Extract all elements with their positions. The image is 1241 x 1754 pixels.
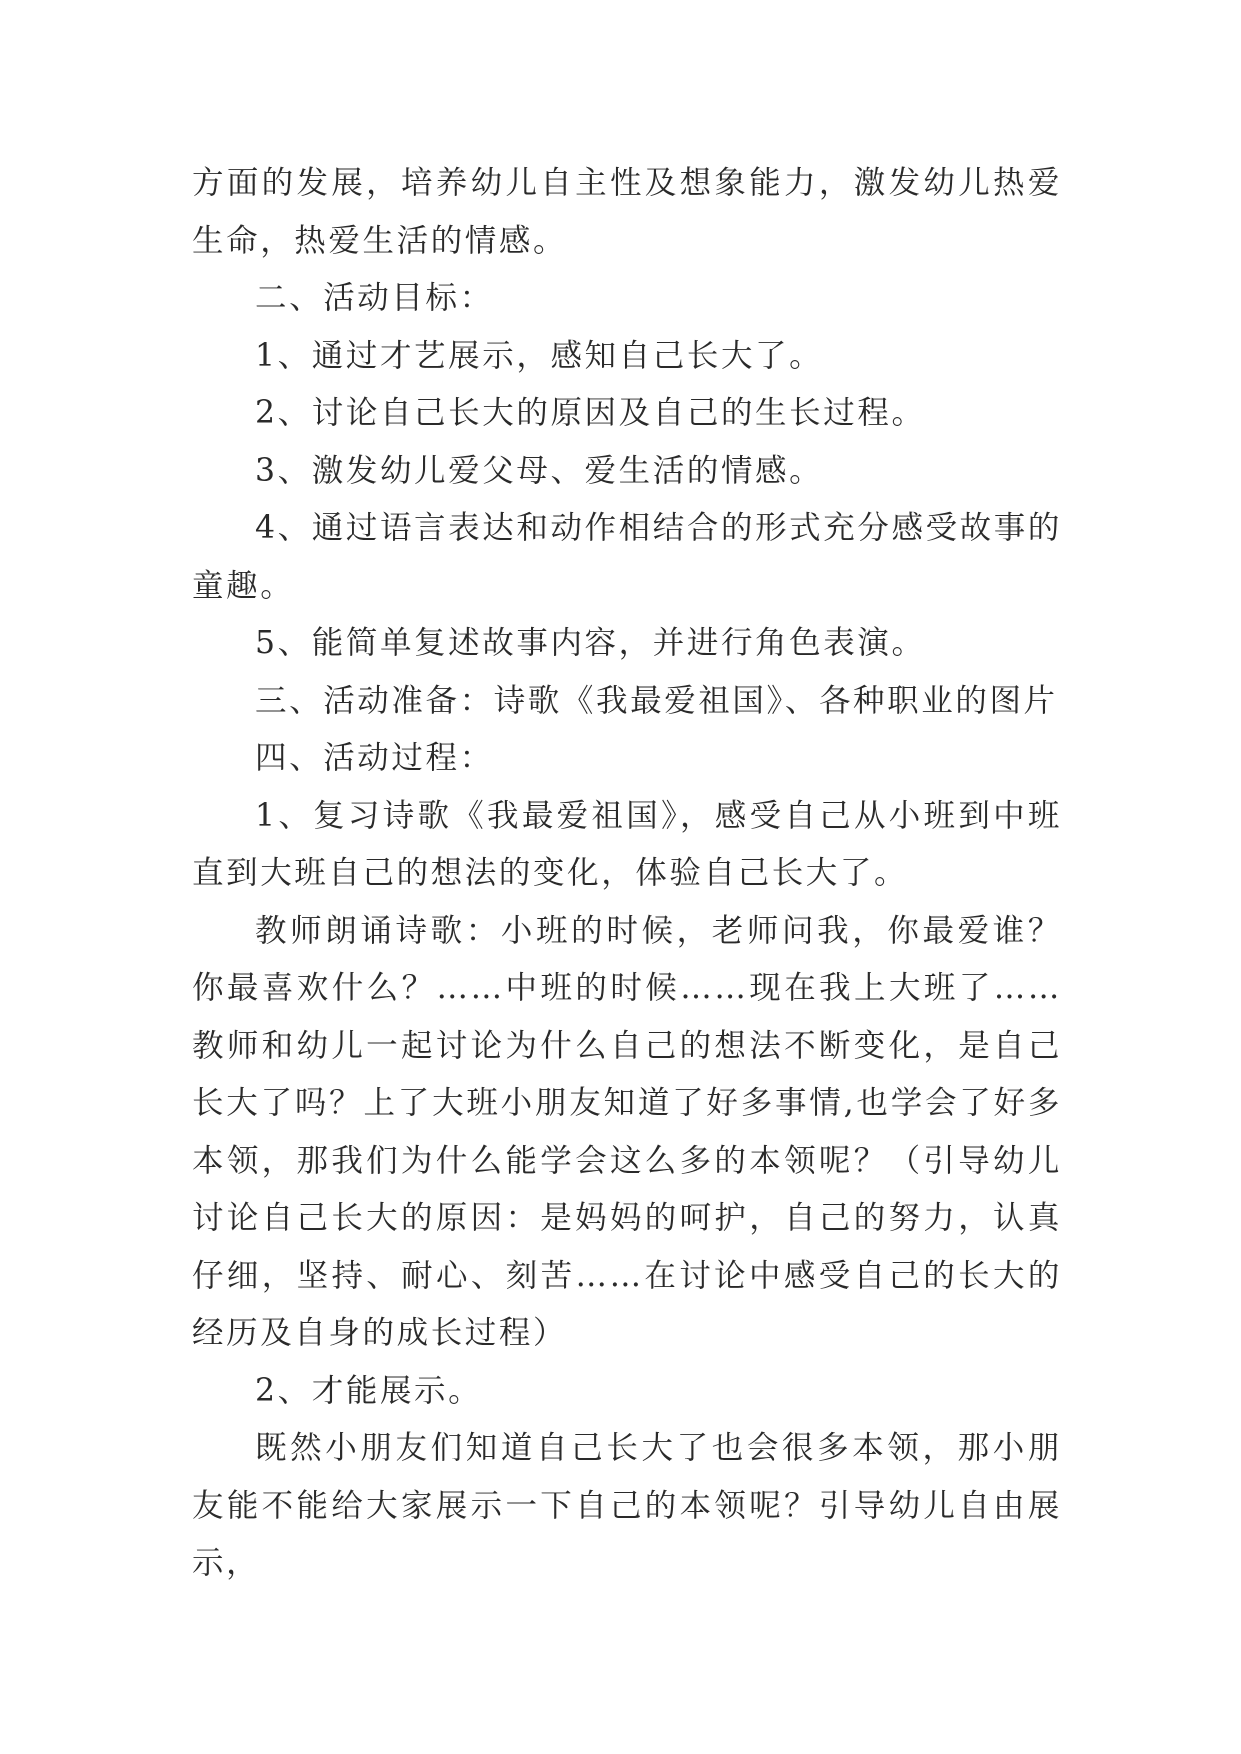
goal-item-1: 1、通过才艺展示，感知自己长大了。: [255, 337, 824, 374]
goal-item-2: 2、讨论自己长大的原因及自己的生长过程。: [255, 395, 926, 431]
section-heading-activity-preparation: 三、活动准备：诗歌《我最爱祖国》、各种职业的图片: [255, 682, 1058, 719]
goal-item-5: 5、能简单复述故事内容，并进行角色表演。: [255, 625, 926, 661]
section-heading-activity-process: 四、活动过程：: [255, 740, 494, 776]
document-body: [192, 155, 1062, 1593]
process-step-1: 1、复习诗歌《我最爱祖国》，感受自己从小班到中班直到大班自己的想法的变化，体验自己长大了。: [192, 797, 1062, 891]
process-step-2-detail: 既然小朋友们知道自己长大了也会很多本领，那小朋友能不能给大家展示一下自己的本领呢？引导幼儿自由展示，: [192, 1430, 1062, 1581]
process-step-1-detail: 教师朗诵诗歌：小班的时候，老师问我，你最爱谁？你最喜欢什么？……中班的时候……现在我上大班了……教师和幼儿一起讨论为什么自己的想法不断变化，是自己长大了吗？上了大班小朋友知道了好多事情,也学会了好多本领，那我们为什么能学会这么多的本领呢？（引导幼儿讨论自己长大的原因：是妈妈的呵护，自己的努力，认真仔细，坚持、耐心、刻苦……在讨论中感受自己的长大的经历及自身的成长过程）: [192, 912, 1062, 1351]
goal-item-4: 4、通过语言表达和动作相结合的形式充分感受故事的童趣。: [192, 510, 1062, 604]
paragraph-intro-continuation: 方面的发展，培养幼儿自主性及想象能力，激发幼儿热爱生命，热爱生活的情感。: [192, 165, 1062, 259]
section-heading-activity-goals: 二、活动目标：: [255, 280, 494, 316]
goal-item-3: 3、激发幼儿爱父母、爱生活的情感。: [255, 452, 824, 489]
process-step-2: 2、才能展示。: [255, 1372, 483, 1409]
